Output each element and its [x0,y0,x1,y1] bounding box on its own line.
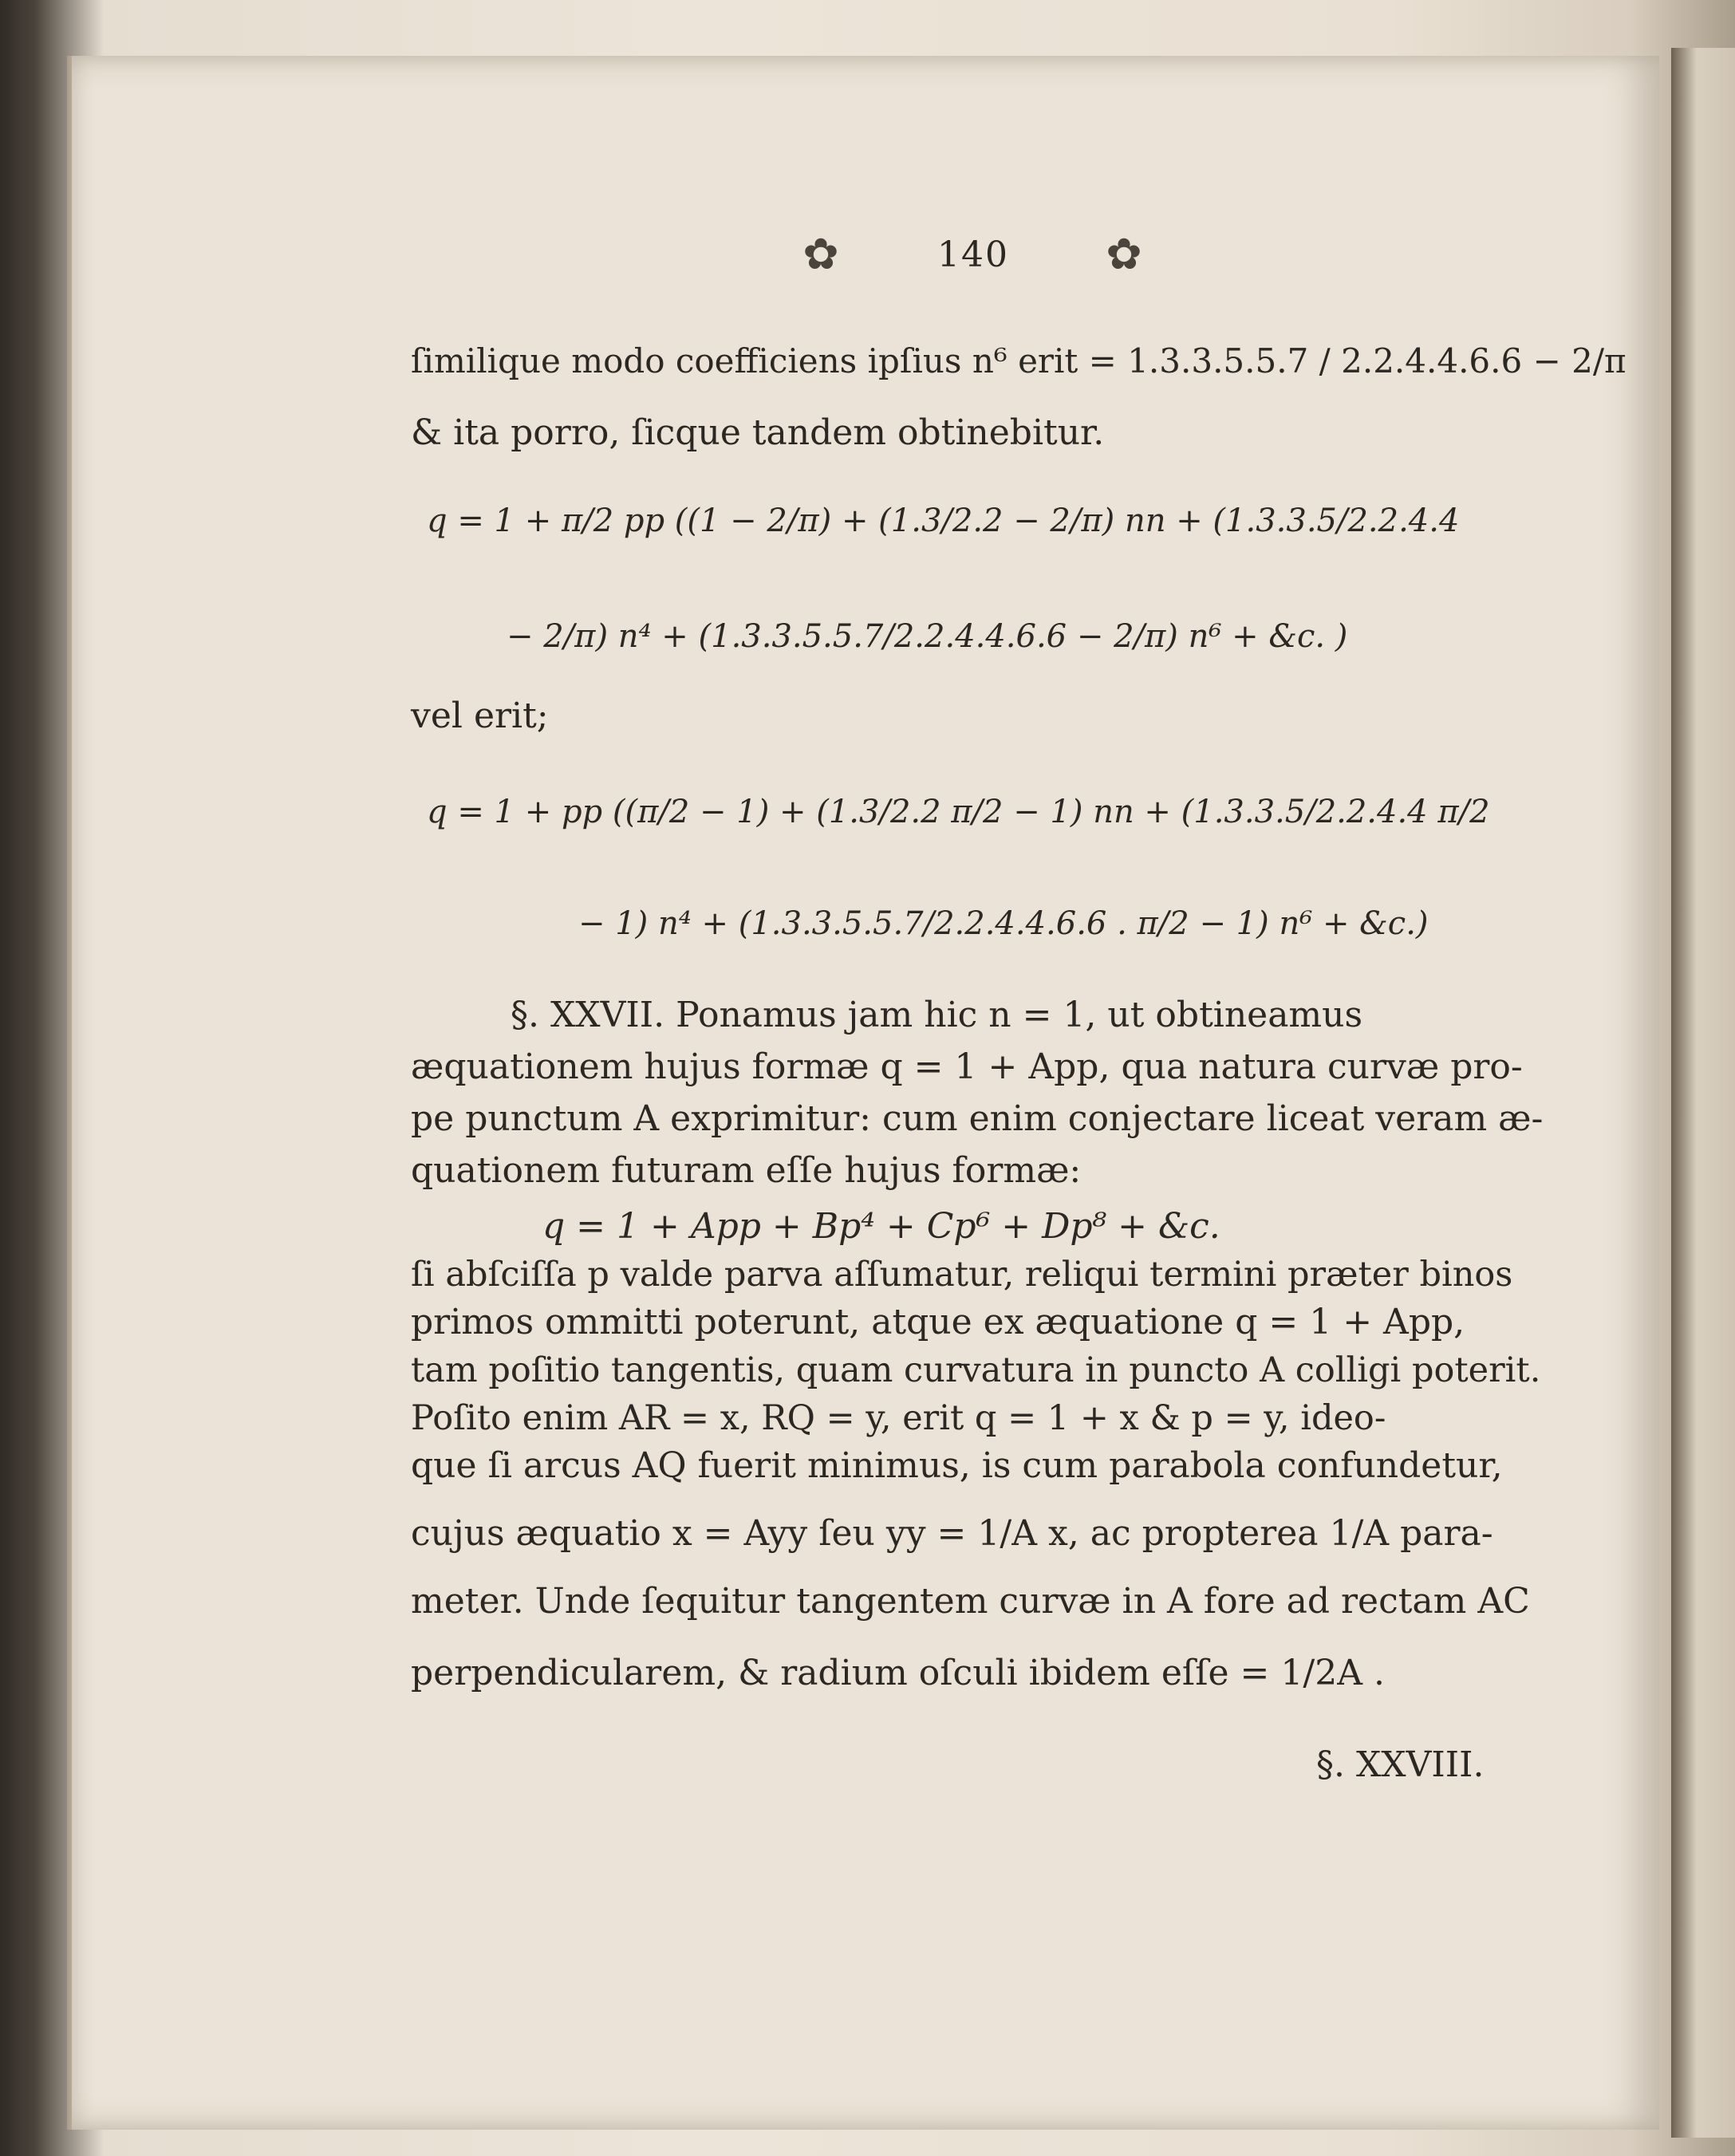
equation-line: − 2/π) n⁴ + (1.3.3.5.5.7/2.2.4.4.6.6 − 2/π) n⁶ + &c. ) [507,618,1348,655]
flower-ornament-icon: ✿ [1106,229,1142,279]
text-line: vel erit; [411,696,549,736]
text-line: quationem futuram eſſe hujus formæ: [411,1150,1082,1191]
text-line: ſi abſciſſa p valde parva aſſumatur, reliqui termini præter binos [411,1255,1513,1295]
flower-ornament-icon: ✿ [802,229,839,279]
page-header [798,231,1149,287]
text-line: meter. Unde ſequitur tangentem curvæ in A fore ad rectam AC [411,1581,1530,1622]
equation-line: q = 1 + App + Bp⁴ + Cp⁶ + Dp⁸ + &c. [542,1206,1220,1247]
text-line: æquationem hujus formæ q = 1 + App, qua natura curvæ pro- [411,1046,1523,1087]
section-heading: §. XXVII. Ponamus jam hic n = 1, ut obtineamus [511,995,1363,1035]
text-line: tam poſitio tangentis, quam curvatura in puncto A colligi poterit. [411,1350,1541,1390]
catchword: §. XXVIII. [1316,1744,1485,1785]
text-line: ſimilique modo coefficiens ipſius n⁶ erit = 1.3.3.5.5.7 / 2.2.4.4.6.6 − 2/π [411,341,1627,380]
text-line: que ſi arcus AQ fuerit minimus, is cum parabola confundetur, [411,1445,1503,1486]
text-line: perpendicularem, & radium oſculi ibidem eſſe = 1/2A . [411,1653,1385,1693]
page-number: 140 [937,235,1009,275]
text-line: cujus æquatio x = Ayy ſeu yy = 1/A x, ac propterea 1/A para- [411,1513,1493,1554]
equation-line: q = 1 + π/2 pp ((1 − 2/π) + (1.3/2.2 − 2/π) nn + (1.3.3.5/2.2.4.4 [427,503,1460,539]
text-line: & ita porro, ſicque tandem obtinebitur. [411,412,1105,453]
text-line: Poſito enim AR = x, RQ = y, erit q = 1 + x & p = y, ideo- [411,1398,1386,1438]
text-line: primos ommitti poterunt, atque ex æquatione q = 1 + App, [411,1302,1465,1342]
text-line: pe punctum A exprimitur: cum enim conjectare liceat veram æ- [411,1098,1544,1139]
page-edge-right [1671,48,1735,2138]
equation-line: q = 1 + pp ((π/2 − 1) + (1.3/2.2 π/2 − 1) nn + (1.3.3.5/2.2.4.4 π/2 [427,794,1490,830]
equation-line: − 1) n⁴ + (1.3.3.5.5.7/2.2.4.4.6.6 . π/2 − 1) n⁶ + &c.) [578,905,1429,942]
